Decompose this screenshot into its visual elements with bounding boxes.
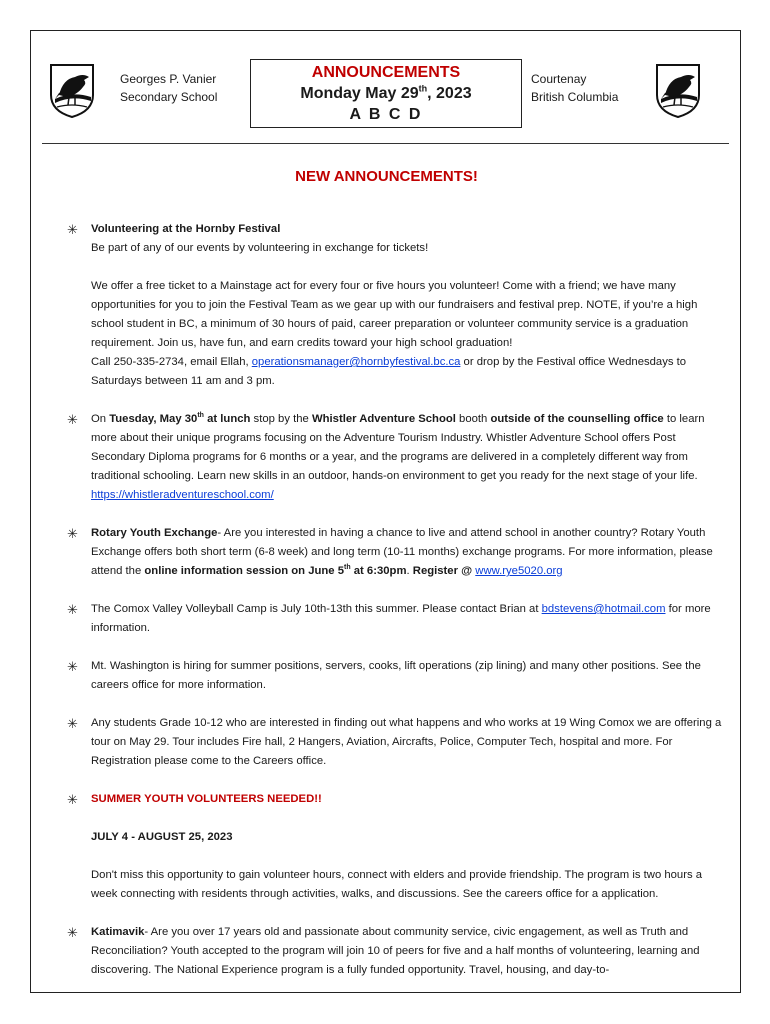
announcement-list	[31, 220, 741, 993]
list-item-washington	[31, 657, 741, 695]
announcement-date: Monday May 29th, 2023	[300, 83, 472, 102]
list-item-volleyball: ✳ The Comox Valley Volleyball Camp is July 10th-13th this summer. Please contact Brian at bdstevens@hotmail.com for more information.	[67, 602, 711, 634]
list-item-whistler: ✳ On Tuesday, May 30th at lunch stop by the Whistler Adventure School booth outside of the counselling office to learn more about their unique programs focusing on the Adventure Tourism Industry. Whistler Adventure School offers Post Secondary Diploma programs for 6 months or a year, and the programs are delivered in a completely different way from traditional schooling. Learn new skills in an outdoor, hands-on environment to get you ready for the next stage of your life. https://whistleradventureschool.com/	[67, 412, 705, 501]
school-line-2: Secondary School	[120, 90, 218, 104]
location-line-2: British Columbia	[531, 90, 619, 104]
title-box	[250, 59, 522, 128]
list-item-katimavik: ✳ Katimavik- Are you over 17 years old and passionate about community service, civic engagement, as well as Truth and Reconciliation? Youth accepted to the program will join 10 of peers for five and a half months of volunteering, learning and discovering. The National Experience program is a fully funded opportunity. Travel, housing, and day-to-	[67, 925, 700, 976]
bullet-icon: ✳	[67, 716, 78, 731]
email-link-brian[interactable]: bdstevens@hotmail.com	[541, 603, 666, 615]
announcement-page	[30, 30, 741, 993]
item-text: Be part of any of our events by volunteering in exchange for tickets!	[91, 242, 429, 254]
list-item-summer-volunteers	[31, 790, 741, 904]
item-dates: JULY 4 - AUGUST 25, 2023	[91, 831, 233, 843]
list-item-hornby: ✳ Volunteering at the Hornby Festival Be part of any of our events by volunteering in exchange for tickets! We offer a free ticket to a Mainstage act for every four or five hours you volunteer! Come with a friend; we have many opportunities for you to join the Festival Team as we gear up with our fundraisers and festival prep. NOTE, if you’re a high school student in BC, a minimum of 30 hours of paid, career preparation or volunteer community service is a graduation requirement. Join us, have fun, and earn credits toward your high school graduation! Call 250-335-2734, email Ellah, operationsmanager@hornbyfestival.bc.ca or drop by the Festival office Wednesdays to Saturdays between 11 am and 3 pm.	[67, 222, 698, 387]
bullet-icon: ✳	[67, 526, 78, 541]
location-line-1: Courtenay	[531, 72, 587, 86]
school-line-1: Georges P. Vanier	[120, 72, 217, 86]
raven-crest-icon	[47, 61, 97, 119]
announcements-title: ANNOUNCEMENTS	[311, 64, 461, 81]
item-text: Mt. Washington is hiring for summer positions, servers, cooks, lift operations (zip lining) and many other positions. See the careers office for more information.	[91, 660, 701, 691]
list-item-rotary: ✳ Rotary Youth Exchange- Are you interested in having a chance to live and attend school in another country? Rotary Youth Exchange offers both short term (6-8 week) and long term (10-11 months) exchange programs. For more information, please attend the online information session on June 5th at 6:30pm. Register @ www.rye5020.org	[67, 526, 713, 577]
rotary-link[interactable]: www.rye5020.org	[475, 565, 563, 577]
list-item-19-wing	[31, 714, 741, 771]
item-title: SUMMER YOUTH VOLUNTEERS NEEDED!!	[91, 793, 322, 805]
bullet-icon: ✳	[67, 792, 78, 807]
bullet-icon: ✳	[67, 925, 78, 940]
item-title: Volunteering at the Hornby Festival	[91, 223, 281, 235]
bullet-icon: ✳	[67, 659, 78, 674]
header-divider	[42, 143, 729, 144]
bullet-icon: ✳	[67, 222, 78, 237]
whistler-link[interactable]: https://whistleradventureschool.com/	[91, 489, 274, 501]
item-text: Don't miss this opportunity to gain volunteer hours, connect with elders and provide friendship. The program is two hours a week connecting with residents through activities, walks, and discussions. See the careers office for a application.	[91, 869, 703, 900]
bullet-icon: ✳	[67, 412, 78, 427]
school-location	[531, 70, 618, 106]
new-announcements-heading: NEW ANNOUNCEMENTS!	[295, 168, 478, 185]
raven-crest-icon	[653, 61, 703, 119]
school-name	[120, 70, 217, 106]
email-link-hornby[interactable]: operationsmanager@hornbyfestival.bc.ca	[251, 356, 461, 368]
item-text: We offer a free ticket to a Mainstage act for every four or five hours you volunteer! Come with a friend; we have many opportunities for you to join the Festival Team as we gear up with our fundraisers and festival prep. NOTE, if you’re a high school student in BC, a minimum of 30 hours of paid, career preparation or volunteer community service is a graduation requirement. Join us, have fun, and earn credits toward your high school graduation!	[91, 280, 698, 349]
item-text: Any students Grade 10-12 who are interested in finding out what happens and who works at 19 Wing Comox we are offering a tour on May 29. Tour includes Fire hall, 2 Hangers, Aviation, Aircrafts, Police, Computer Tech, hospital and more. For Registration please come to the Careers office.	[91, 717, 722, 767]
bullet-icon: ✳	[67, 602, 78, 617]
day-blocks: A B C D	[349, 106, 423, 123]
